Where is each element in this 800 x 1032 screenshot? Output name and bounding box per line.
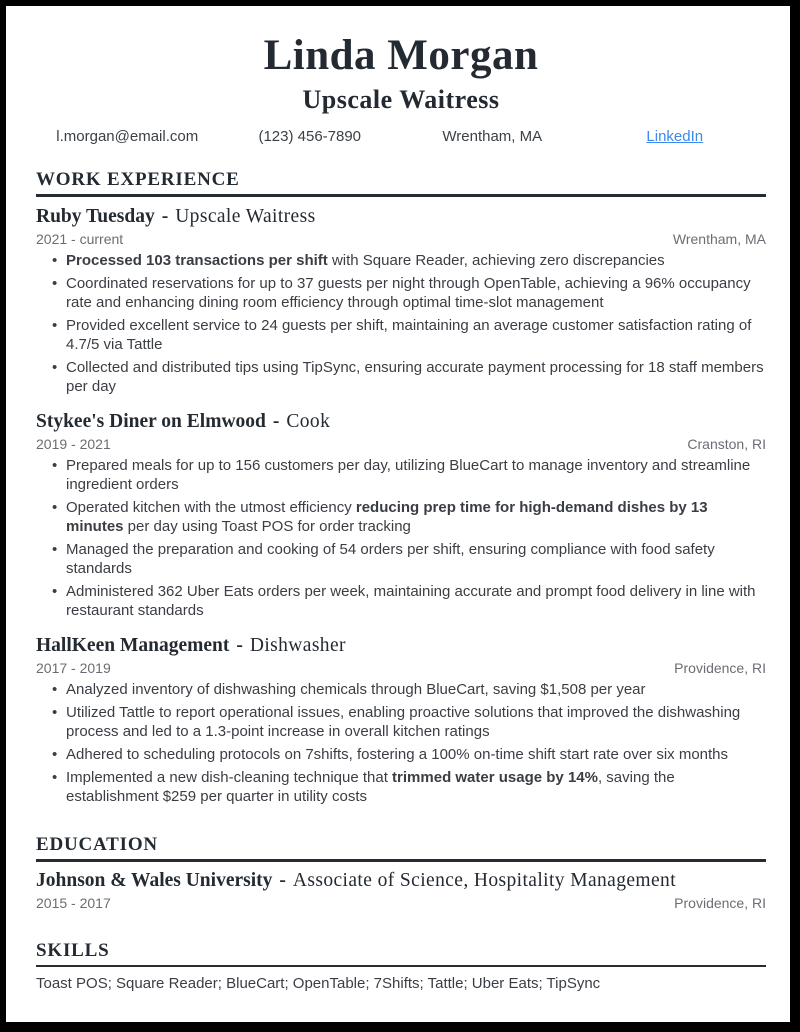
- job-dates: 2017 - 2019: [36, 660, 111, 677]
- job-location: Providence, RI: [674, 660, 766, 677]
- bullet-text: Operated kitchen with the utmost efficiency: [66, 498, 356, 516]
- bullet-text: per day using Toast POS for order tracking: [123, 517, 411, 535]
- education-location: Providence, RI: [674, 895, 766, 912]
- bullet-item: [66, 498, 766, 536]
- section-divider: [36, 194, 766, 197]
- job-entry-hallkeen: [36, 635, 766, 806]
- bullet-item: [66, 768, 766, 806]
- job-role: Dishwasher: [249, 634, 346, 656]
- job-meta-row: [36, 660, 766, 677]
- job-title-line: [36, 635, 766, 657]
- bullet-text: Provided excellent service to 24 guests per shift, maintaining an average customer satisfaction rating of 4.7/5 via Tattle: [66, 316, 752, 353]
- linkedin-link[interactable]: LinkedIn: [646, 128, 704, 145]
- education-section: [36, 834, 766, 912]
- job-company: Stykee's Diner on Elmwood: [36, 410, 266, 432]
- education-entry: [36, 870, 766, 912]
- job-entry-ruby-tuesday: [36, 206, 766, 396]
- bullet-text: Analyzed inventory of dishwashing chemicals through BlueCart, saving $1,508 per year: [66, 681, 646, 699]
- work-experience-heading: WORK EXPERIENCE: [36, 169, 240, 190]
- bullet-item: [66, 358, 766, 396]
- job-company: HallKeen Management: [36, 634, 230, 656]
- skills-list: Toast POS; Square Reader; BlueCart; OpenTable; 7Shifts; Tattle; Uber Eats; TipSync: [36, 975, 601, 993]
- bullet-text-bold: reducing prep time for high-demand dishes by 13 minutes: [66, 498, 708, 535]
- candidate-name: Linda Morgan: [263, 32, 539, 79]
- education-dates: 2015 - 2017: [36, 895, 111, 912]
- contact-email: l.morgan@email.com: [56, 128, 199, 145]
- bullet-text: Prepared meals for up to 156 customers per day, utilizing BlueCart to manage inventory and streamline ingredient orders: [66, 456, 751, 493]
- bullet-item: [66, 456, 766, 494]
- title-separator: -: [272, 410, 280, 432]
- job-location: Wrentham, MA: [672, 230, 766, 247]
- job-dates: 2019 - 2021: [36, 436, 111, 453]
- bullet-item: [66, 316, 766, 354]
- bullet-item: [66, 251, 766, 270]
- section-divider: [36, 859, 766, 862]
- job-meta-row: [36, 231, 766, 248]
- bullet-item: [66, 274, 766, 312]
- job-role: Cook: [286, 410, 331, 432]
- bullet-text: Utilized Tattle to report operational issues, enabling proactive solutions that improved the dishwashing process and led to a 1.3-point increase in overall kitchen ratings: [66, 704, 741, 741]
- resume-page: [6, 6, 790, 1022]
- job-title-line: [36, 206, 766, 228]
- job-bullets: [36, 251, 766, 396]
- contact-row: [36, 128, 766, 145]
- bullet-item: [66, 540, 766, 578]
- bullet-text-bold: trimmed water usage by 14%: [392, 769, 598, 787]
- job-company: Ruby Tuesday: [36, 205, 155, 227]
- work-experience-section: [36, 169, 766, 806]
- job-location: Cranston, RI: [687, 436, 766, 453]
- bullet-item: [66, 703, 766, 741]
- title-separator: -: [161, 205, 169, 227]
- bullet-text: Collected and distributed tips using TipSync, ensuring accurate payment processing for 18 staff members per day: [66, 358, 764, 395]
- education-degree: Associate of Science, Hospitality Management: [292, 869, 677, 891]
- education-title-line: [36, 870, 766, 892]
- contact-location: Wrentham, MA: [442, 128, 543, 145]
- bullet-text: Managed the preparation and cooking of 54 orders per shift, ensuring compliance with food safety standards: [66, 540, 715, 577]
- job-title-line: [36, 411, 766, 433]
- skills-section: [36, 940, 766, 994]
- section-divider: [36, 965, 766, 968]
- bullet-text: Implemented a new dish-cleaning technique that: [66, 769, 393, 787]
- bullet-text: Coordinated reservations for up to 37 guests per night through OpenTable, achieving a 96% occupancy rate and enhancing dining room efficiency through optimal time-slot management: [66, 274, 751, 311]
- title-separator: -: [236, 634, 243, 656]
- bullet-item: [66, 680, 766, 699]
- education-heading: EDUCATION: [36, 834, 158, 856]
- skills-heading: SKILLS: [36, 939, 110, 961]
- job-role: Upscale Waitress: [175, 205, 316, 227]
- bullet-text: Administered 362 Uber Eats orders per week, maintaining accurate and prompt food delivery in line with restaurant standards: [66, 582, 756, 619]
- job-meta-row: [36, 436, 766, 453]
- job-dates: 2021 - current: [36, 230, 124, 247]
- education-meta-row: [36, 895, 766, 912]
- job-entry-stykees-diner: [36, 411, 766, 620]
- bullet-item: [66, 582, 766, 620]
- title-separator: -: [279, 869, 286, 891]
- contact-phone: (123) 456-7890: [258, 128, 362, 145]
- bullet-text: , saving the establishment $259 per quarter in utility costs: [66, 769, 675, 806]
- bullet-text: Adhered to scheduling protocols on 7shifts, fostering a 100% on-time shift start rate over six months: [66, 746, 729, 764]
- job-bullets: [36, 456, 766, 620]
- bullet-text-bold: Processed 103 transactions per shift: [66, 251, 328, 269]
- bullet-text: with Square Reader, achieving zero discrepancies: [327, 251, 665, 269]
- job-bullets: [36, 680, 766, 806]
- education-school: Johnson & Wales University: [36, 869, 273, 891]
- bullet-item: [66, 745, 766, 764]
- candidate-title: Upscale Waitress: [302, 85, 500, 114]
